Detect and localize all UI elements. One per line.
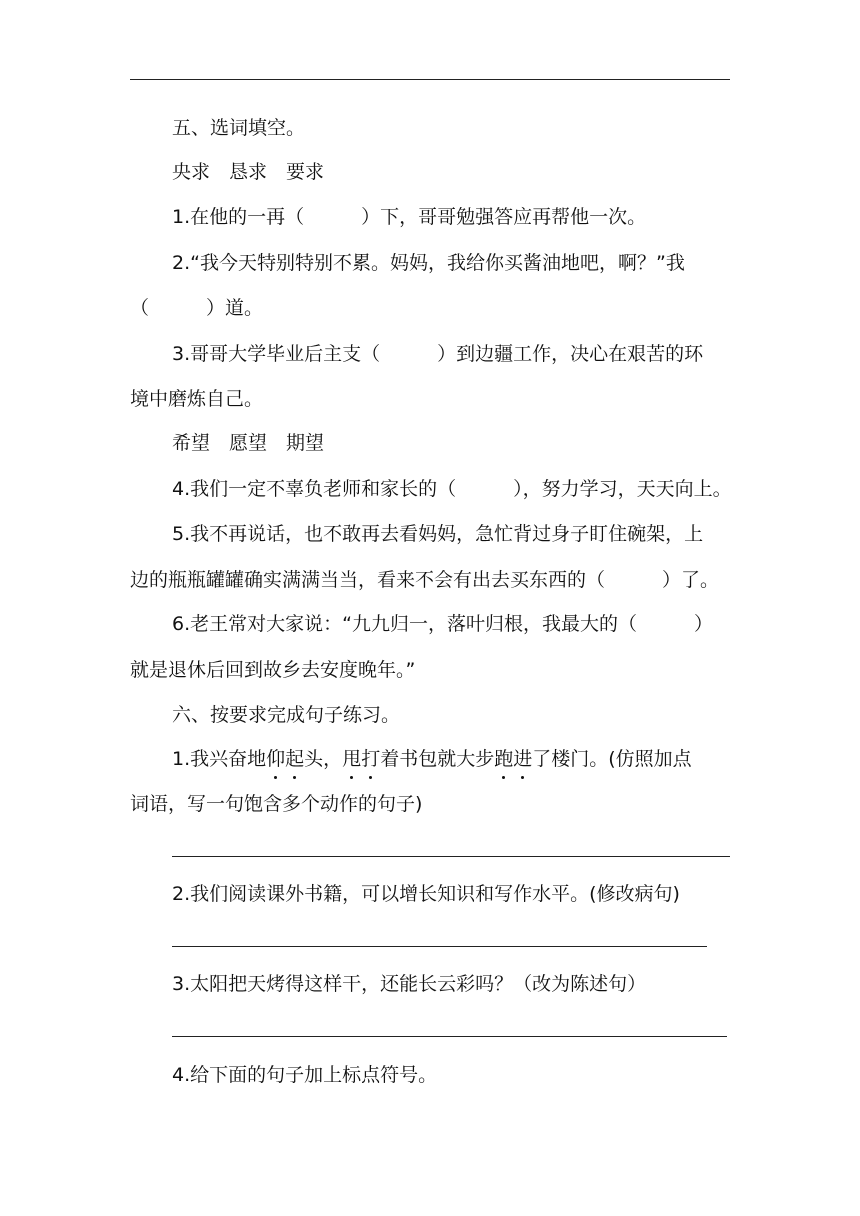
dotted-char: 跑 bbox=[494, 745, 513, 773]
sentence-1-line-2: 词语，写一句饱含多个动作的句子) bbox=[130, 793, 423, 815]
sentence-4: 4.给下面的句子加上标点符号。 bbox=[172, 1064, 438, 1086]
dotted-char: 打 bbox=[361, 745, 380, 773]
question-3-line-2: 境中磨炼自己。 bbox=[130, 388, 264, 410]
dotted-char: 进 bbox=[513, 745, 532, 773]
header-rule bbox=[130, 79, 730, 80]
sentence-2: 2.我们阅读课外书籍，可以增长知识和写作水平。(修改病句) bbox=[172, 883, 680, 905]
sentence-1-text: 着书包就大步 bbox=[380, 748, 495, 770]
section-five-heading: 五、选词填空。 bbox=[172, 117, 306, 139]
word-group-1: 央求 恳求 要求 bbox=[172, 161, 325, 183]
section-six-heading: 六、按要求完成句子练习。 bbox=[172, 704, 401, 726]
question-2-line-2: （ ）道。 bbox=[130, 297, 264, 319]
question-3-line-1: 3.哥哥大学毕业后主支（ ）到边疆工作，决心在艰苦的环 bbox=[172, 343, 704, 365]
answer-line-2[interactable] bbox=[172, 946, 707, 947]
dotted-char: 甩 bbox=[342, 745, 361, 773]
question-5-line-1: 5.我不再说话，也不敢再去看妈妈，急忙背过身子盯住碗架，上 bbox=[172, 523, 704, 545]
question-6-line-1: 6.老王常对大家说：“九九归一，落叶归根，我最大的（ ） bbox=[172, 613, 713, 635]
sentence-1-text: 了楼门。(仿照加点 bbox=[532, 748, 692, 770]
answer-line-3[interactable] bbox=[172, 1036, 727, 1037]
sentence-1-text: 1.我兴奋地 bbox=[172, 748, 267, 770]
question-5-line-2: 边的瓶瓶罐罐确实满满当当，看来不会有出去买东西的（ ）了。 bbox=[130, 569, 720, 591]
question-6-line-2: 就是退休后回到故乡去安度晚年。” bbox=[130, 659, 416, 681]
question-4: 4.我们一定不辜负老师和家长的（ ），努力学习，天天向上。 bbox=[172, 478, 732, 500]
word-group-2: 希望 愿望 期望 bbox=[172, 432, 325, 454]
question-2-line-1: 2.“我今天特别特别不累。妈妈，我给你买酱油地吧，啊？”我 bbox=[172, 252, 685, 274]
sentence-1-line-1 bbox=[172, 745, 730, 773]
dotted-char: 起 bbox=[285, 745, 304, 773]
dotted-char: 仰 bbox=[266, 745, 285, 773]
sentence-1-text: 头， bbox=[304, 748, 343, 770]
answer-line-1[interactable] bbox=[172, 856, 730, 857]
question-1: 1.在他的一再（ ）下，哥哥勉强答应再帮他一次。 bbox=[172, 206, 647, 228]
sentence-3: 3.太阳把天烤得这样干，还能长云彩吗？（改为陈述句） bbox=[172, 973, 647, 995]
